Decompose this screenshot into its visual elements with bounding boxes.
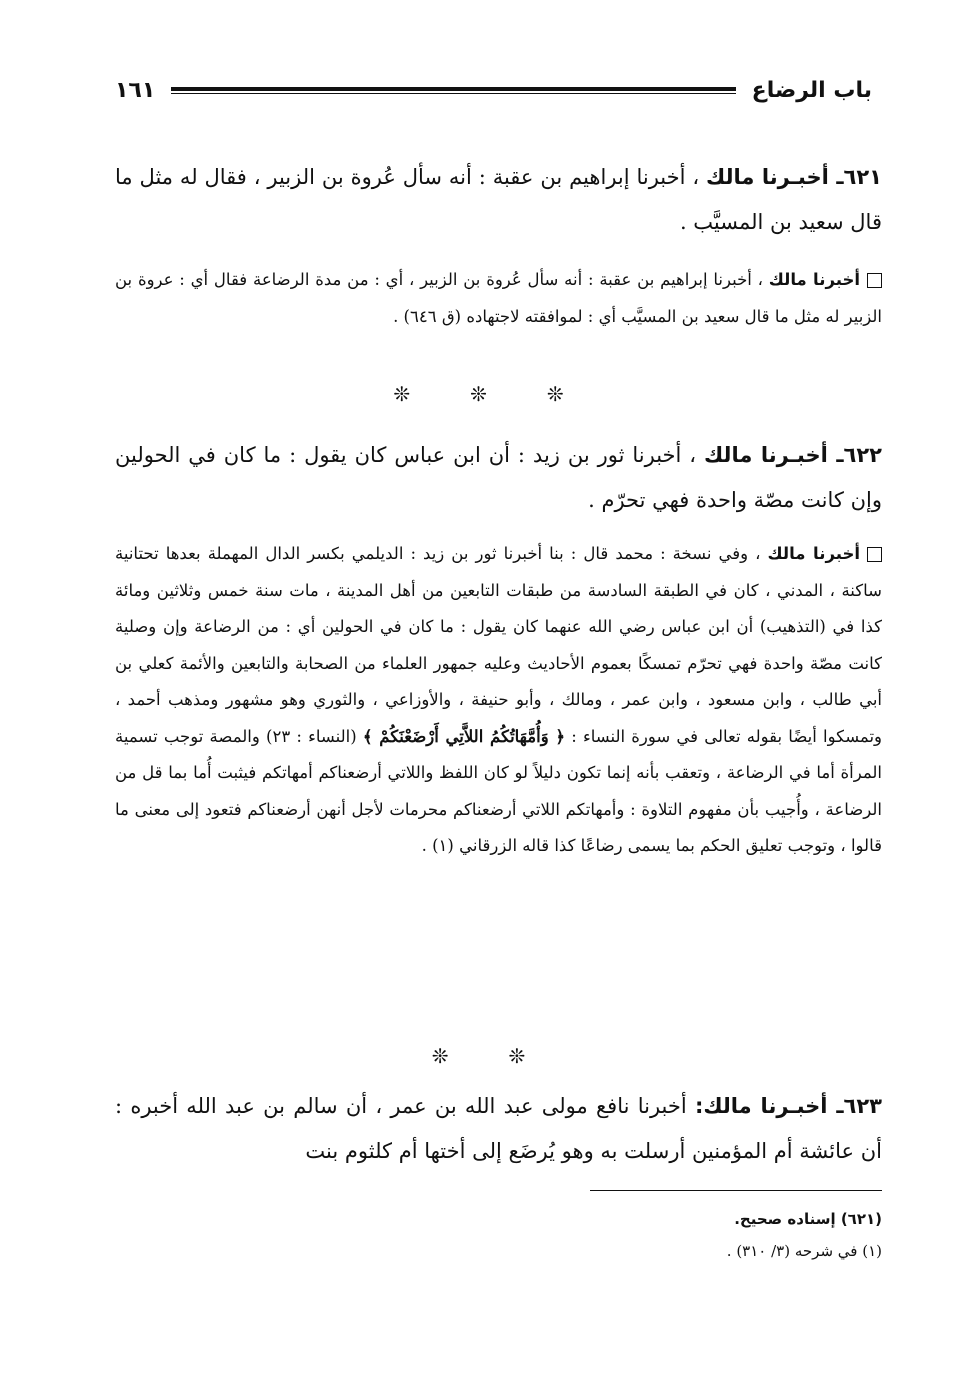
commentary-text: ، وفي نسخة : محمد قال : بنا أخبرنا ثور بن زيد : الديلمي بكسر الدال المهملة بعدها تحتانية ساكنة ، المدني ، كان في الطبقة السادسة من طبقات التابعين من أهل المدينة ، مات سنة خمس وثلاثين ومائة كذا في (التذهيب) أن ابن عباس رضي الله عنهما كان يقول : ما كان في الحولين أي : من الرضاعة وإن وصلية كانت مصّة واحدة فهي تحرّم تمسكًا بعموم الأحاديث وعليه جمهور العلماء من الصحابة والتابعين والأئمة كعلي بن أبي طالب ، وابن مسعود ، وابن عمر ، ومالك ، وأبو حنيفة ، والأوزاعي ، والثوري وهو مشهور ومذهب أحمد ، وتمسكوا أيضًا بقوله تعالى في سورة النساء : [115,544,883,746]
quran-quote: ﴿ وَأُمَّهَاتُكُمُ اللاَّتِي أَرْضَعْنَكُمْ ﴾ [362,726,566,746]
asterism-icon: ❊ [470,382,487,406]
footnote-rule [590,1190,882,1191]
commentary-621 [115,262,882,335]
hadith-number-label: ٦٢١ـ أخبـرنا مالك [706,165,882,189]
asterism-icon: ❊ [431,1044,449,1068]
commentary-text: ، أخبرنا إبراهيم بن عقبة : أنه سأل عُروة بن الزبير ، أي : من مدة الرضاعة فقال أي : عروة بن الزبير له مثل ما قال سعيد بن المسيَّب أي : لموافقته لاجتهاده (ق ٦٤٦) . [115,270,882,326]
hadith-623 [115,1084,882,1174]
hadith-number-label: ٦٢٣ـ أخبـرنا مالك: [694,1094,882,1118]
footnote-1: (١) في شرحه (٣/ ٣١٠) . [726,1242,882,1260]
section-separator [0,382,957,406]
commentary-box-icon [867,547,882,562]
hadith-621 [115,155,882,245]
page-number: ١٦١ [115,77,156,103]
hadith-622 [115,433,882,523]
footnotes [115,1203,882,1267]
hadith-text: ، أخبرنا إبراهيم بن عقبة : أنه سأل عُروة بن الزبير ، فقال له مثل ما قال سعيد بن المسيَّب . [115,165,882,234]
asterism-icon: ❊ [393,382,411,406]
asterism-icon: ❊ [508,1044,526,1068]
section-separator [0,1044,957,1068]
hadith-text: ، أخبرنا ثور بن زيد : أن ابن عباس كان يقول : ما كان في الحولين وإن كانت مصّة واحدة فهي تحرّم . [115,443,882,512]
footnote-621: (٦٢١) إسناده صحيح. [734,1210,882,1228]
commentary-text: (النساء : ٢٣) والمصة توجب تسمية المرأة أما في الرضاعة ، وتعقب بأنه إنما تكون دليلاً لو كان اللفظ واللاتي أرضعناكم أمهاتكم فيثبت أُما بما قل من الرضاعة ، وأُجيب بأن مفهوم التلاوة : وأمهاتكم اللاتي أرضعناكم محرمات لأجل أنهن أرضعناكم فتعود إلى معنى ما قالوا ، وتوجب تعليق الحكم بما يسمى رضاعًا كذا قاله الزرقاني (١) . [115,726,882,855]
commentary-label: أخبرنا مالك [767,544,860,563]
commentary-622 [115,536,882,865]
commentary-label: أخبرنا مالك [768,270,860,289]
running-title: باب الرضاع [751,77,872,103]
header-rule [171,87,735,94]
asterism-icon: ❊ [546,382,564,406]
page-header [115,70,872,110]
hadith-number-label: ٦٢٢ـ أخبـرنا مالك [704,443,882,467]
hadith-text: أخبرنا نافع مولى عبد الله بن عمر ، أن سالم بن عبد الله أخبره : أن عائشة أم المؤمنين أرسلت به وهو يُرضَع إلى أختها أم كلثوم بنت [115,1094,882,1163]
commentary-box-icon [867,273,882,288]
